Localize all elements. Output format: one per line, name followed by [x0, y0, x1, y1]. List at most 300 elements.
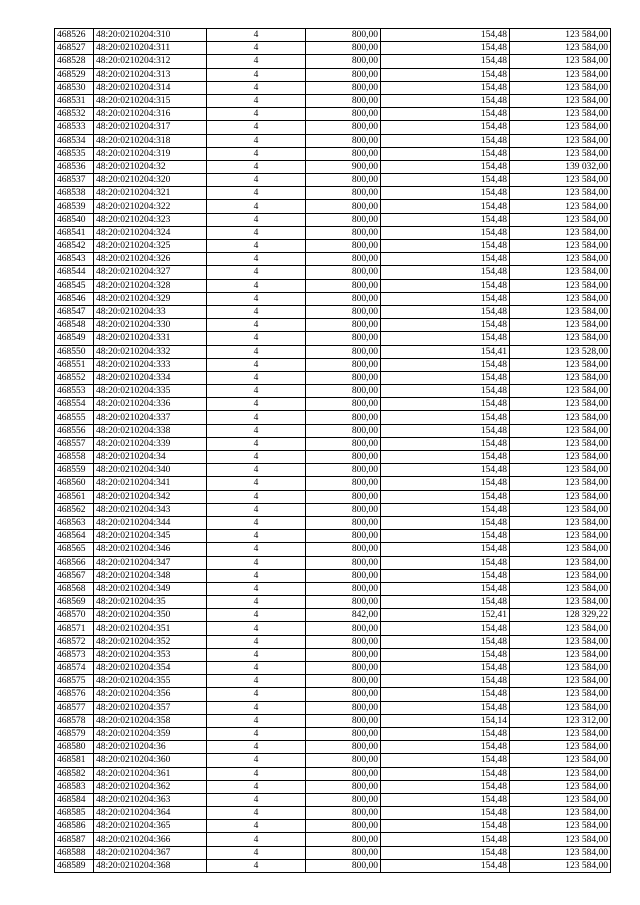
cadastral-number-cell: 48:20:0210204:354 [94, 662, 207, 675]
specific-value-cell: 154,48 [381, 622, 510, 635]
group-cell: 4 [207, 833, 306, 846]
specific-value-cell: 154,48 [381, 464, 510, 477]
cadastral-value-cell: 123 584,00 [510, 793, 611, 806]
cadastral-number-cell: 48:20:0210204:345 [94, 530, 207, 543]
row-number-cell: 468554 [55, 398, 94, 411]
cadastral-number-cell: 48:20:0210204:338 [94, 424, 207, 437]
specific-value-cell: 154,48 [381, 332, 510, 345]
cadastral-value-table [54, 28, 611, 873]
specific-value-cell: 154,48 [381, 727, 510, 740]
group-cell: 4 [207, 846, 306, 859]
table-row [55, 108, 611, 121]
specific-value-cell: 154,48 [381, 187, 510, 200]
area-cell: 800,00 [306, 81, 381, 94]
cadastral-value-cell: 123 584,00 [510, 846, 611, 859]
area-cell: 800,00 [306, 807, 381, 820]
cadastral-number-cell: 48:20:0210204:348 [94, 569, 207, 582]
area-cell: 800,00 [306, 714, 381, 727]
table-row [55, 213, 611, 226]
specific-value-cell: 154,48 [381, 55, 510, 68]
cadastral-number-cell: 48:20:0210204:311 [94, 42, 207, 55]
row-number-cell: 468532 [55, 108, 94, 121]
cadastral-number-cell: 48:20:0210204:312 [94, 55, 207, 68]
specific-value-cell: 154,48 [381, 648, 510, 661]
row-number-cell: 468565 [55, 543, 94, 556]
row-number-cell: 468546 [55, 292, 94, 305]
group-cell: 4 [207, 385, 306, 398]
area-cell: 800,00 [306, 727, 381, 740]
table-row [55, 701, 611, 714]
area-cell: 800,00 [306, 200, 381, 213]
table-row [55, 859, 611, 872]
specific-value-cell: 154,48 [381, 859, 510, 872]
area-cell: 800,00 [306, 846, 381, 859]
table-row [55, 556, 611, 569]
specific-value-cell: 154,48 [381, 68, 510, 81]
group-cell: 4 [207, 464, 306, 477]
group-cell: 4 [207, 741, 306, 754]
area-cell: 800,00 [306, 68, 381, 81]
cadastral-number-cell: 48:20:0210204:332 [94, 345, 207, 358]
specific-value-cell: 154,48 [381, 240, 510, 253]
cadastral-number-cell: 48:20:0210204:323 [94, 213, 207, 226]
cadastral-value-cell: 123 584,00 [510, 147, 611, 160]
row-number-cell: 468583 [55, 780, 94, 793]
cadastral-value-cell: 123 584,00 [510, 490, 611, 503]
group-cell: 4 [207, 55, 306, 68]
cadastral-value-cell: 123 584,00 [510, 319, 611, 332]
row-number-cell: 468566 [55, 556, 94, 569]
table-row [55, 622, 611, 635]
group-cell: 4 [207, 727, 306, 740]
group-cell: 4 [207, 596, 306, 609]
table-row [55, 398, 611, 411]
area-cell: 800,00 [306, 94, 381, 107]
table-row [55, 582, 611, 595]
group-cell: 4 [207, 226, 306, 239]
specific-value-cell: 154,48 [381, 292, 510, 305]
specific-value-cell: 154,48 [381, 596, 510, 609]
specific-value-cell: 154,48 [381, 398, 510, 411]
area-cell: 842,00 [306, 609, 381, 622]
table-row [55, 675, 611, 688]
cadastral-value-cell: 123 584,00 [510, 741, 611, 754]
specific-value-cell: 154,48 [381, 319, 510, 332]
table-row [55, 503, 611, 516]
group-cell: 4 [207, 609, 306, 622]
cadastral-value-cell: 123 584,00 [510, 675, 611, 688]
cadastral-number-cell: 48:20:0210204:349 [94, 582, 207, 595]
row-number-cell: 468534 [55, 134, 94, 147]
area-cell: 800,00 [306, 569, 381, 582]
group-cell: 4 [207, 490, 306, 503]
cadastral-value-cell: 123 584,00 [510, 240, 611, 253]
group-cell: 4 [207, 780, 306, 793]
table-row [55, 543, 611, 556]
row-number-cell: 468530 [55, 81, 94, 94]
cadastral-value-cell: 123 584,00 [510, 622, 611, 635]
row-number-cell: 468541 [55, 226, 94, 239]
cadastral-number-cell: 48:20:0210204:327 [94, 266, 207, 279]
table-row [55, 187, 611, 200]
cadastral-value-cell: 123 584,00 [510, 424, 611, 437]
cadastral-number-cell: 48:20:0210204:340 [94, 464, 207, 477]
area-cell: 800,00 [306, 582, 381, 595]
cadastral-value-cell: 123 584,00 [510, 437, 611, 450]
table-row [55, 793, 611, 806]
specific-value-cell: 154,48 [381, 701, 510, 714]
cadastral-value-cell: 123 584,00 [510, 859, 611, 872]
group-cell: 4 [207, 68, 306, 81]
cadastral-value-cell: 123 584,00 [510, 596, 611, 609]
table-row [55, 635, 611, 648]
cadastral-value-cell: 123 584,00 [510, 332, 611, 345]
row-number-cell: 468563 [55, 516, 94, 529]
table-row [55, 437, 611, 450]
group-cell: 4 [207, 767, 306, 780]
row-number-cell: 468589 [55, 859, 94, 872]
table-row [55, 464, 611, 477]
cadastral-number-cell: 48:20:0210204:321 [94, 187, 207, 200]
group-cell: 4 [207, 332, 306, 345]
cadastral-number-cell: 48:20:0210204:315 [94, 94, 207, 107]
row-number-cell: 468562 [55, 503, 94, 516]
specific-value-cell: 154,48 [381, 424, 510, 437]
table-row [55, 319, 611, 332]
specific-value-cell: 152,41 [381, 609, 510, 622]
specific-value-cell: 154,14 [381, 714, 510, 727]
cadastral-number-cell: 48:20:0210204:326 [94, 253, 207, 266]
area-cell: 800,00 [306, 820, 381, 833]
group-cell: 4 [207, 292, 306, 305]
specific-value-cell: 154,48 [381, 490, 510, 503]
area-cell: 800,00 [306, 226, 381, 239]
table-row [55, 371, 611, 384]
table-row [55, 714, 611, 727]
cadastral-value-cell: 123 584,00 [510, 727, 611, 740]
cadastral-value-cell: 123 584,00 [510, 543, 611, 556]
row-number-cell: 468582 [55, 767, 94, 780]
cadastral-value-cell: 123 584,00 [510, 226, 611, 239]
table-row [55, 662, 611, 675]
row-number-cell: 468579 [55, 727, 94, 740]
cadastral-number-cell: 48:20:0210204:350 [94, 609, 207, 622]
cadastral-value-cell: 123 584,00 [510, 833, 611, 846]
table-row [55, 846, 611, 859]
row-number-cell: 468568 [55, 582, 94, 595]
specific-value-cell: 154,48 [381, 226, 510, 239]
specific-value-cell: 154,48 [381, 635, 510, 648]
group-cell: 4 [207, 279, 306, 292]
cadastral-number-cell: 48:20:0210204:363 [94, 793, 207, 806]
group-cell: 4 [207, 240, 306, 253]
cadastral-number-cell: 48:20:0210204:32 [94, 160, 207, 173]
row-number-cell: 468572 [55, 635, 94, 648]
area-cell: 800,00 [306, 596, 381, 609]
cadastral-number-cell: 48:20:0210204:334 [94, 371, 207, 384]
row-number-cell: 468552 [55, 371, 94, 384]
row-number-cell: 468542 [55, 240, 94, 253]
area-cell: 800,00 [306, 424, 381, 437]
area-cell: 800,00 [306, 279, 381, 292]
group-cell: 4 [207, 371, 306, 384]
row-number-cell: 468560 [55, 477, 94, 490]
row-number-cell: 468569 [55, 596, 94, 609]
cadastral-value-cell: 123 584,00 [510, 68, 611, 81]
area-cell: 800,00 [306, 305, 381, 318]
group-cell: 4 [207, 530, 306, 543]
row-number-cell: 468576 [55, 688, 94, 701]
cadastral-number-cell: 48:20:0210204:313 [94, 68, 207, 81]
row-number-cell: 468544 [55, 266, 94, 279]
table-row [55, 727, 611, 740]
cadastral-value-cell: 123 528,00 [510, 345, 611, 358]
specific-value-cell: 154,41 [381, 345, 510, 358]
row-number-cell: 468581 [55, 754, 94, 767]
row-number-cell: 468580 [55, 741, 94, 754]
specific-value-cell: 154,48 [381, 516, 510, 529]
cadastral-number-cell: 48:20:0210204:316 [94, 108, 207, 121]
specific-value-cell: 154,48 [381, 29, 510, 42]
area-cell: 800,00 [306, 793, 381, 806]
area-cell: 800,00 [306, 503, 381, 516]
group-cell: 4 [207, 714, 306, 727]
cadastral-number-cell: 48:20:0210204:317 [94, 121, 207, 134]
group-cell: 4 [207, 793, 306, 806]
cadastral-value-cell: 123 584,00 [510, 108, 611, 121]
cadastral-value-cell: 123 584,00 [510, 635, 611, 648]
cadastral-value-cell: 123 584,00 [510, 174, 611, 187]
area-cell: 800,00 [306, 437, 381, 450]
specific-value-cell: 154,48 [381, 833, 510, 846]
specific-value-cell: 154,48 [381, 754, 510, 767]
table-row [55, 174, 611, 187]
cadastral-number-cell: 48:20:0210204:319 [94, 147, 207, 160]
cadastral-value-cell: 123 584,00 [510, 121, 611, 134]
table-row [55, 160, 611, 173]
area-cell: 800,00 [306, 174, 381, 187]
specific-value-cell: 154,48 [381, 253, 510, 266]
table-row [55, 345, 611, 358]
table-row [55, 29, 611, 42]
area-cell: 800,00 [306, 398, 381, 411]
table-row [55, 596, 611, 609]
group-cell: 4 [207, 94, 306, 107]
cadastral-value-cell: 123 584,00 [510, 29, 611, 42]
group-cell: 4 [207, 451, 306, 464]
group-cell: 4 [207, 503, 306, 516]
specific-value-cell: 154,48 [381, 530, 510, 543]
area-cell: 800,00 [306, 253, 381, 266]
specific-value-cell: 154,48 [381, 688, 510, 701]
group-cell: 4 [207, 160, 306, 173]
cadastral-value-cell: 123 584,00 [510, 767, 611, 780]
specific-value-cell: 154,48 [381, 582, 510, 595]
cadastral-value-cell: 123 584,00 [510, 292, 611, 305]
row-number-cell: 468528 [55, 55, 94, 68]
table-row [55, 807, 611, 820]
row-number-cell: 468549 [55, 332, 94, 345]
cadastral-value-cell: 123 584,00 [510, 213, 611, 226]
table-row [55, 609, 611, 622]
group-cell: 4 [207, 675, 306, 688]
specific-value-cell: 154,48 [381, 305, 510, 318]
cadastral-value-cell: 123 584,00 [510, 187, 611, 200]
group-cell: 4 [207, 688, 306, 701]
row-number-cell: 468551 [55, 358, 94, 371]
row-number-cell: 468538 [55, 187, 94, 200]
specific-value-cell: 154,48 [381, 780, 510, 793]
area-cell: 800,00 [306, 213, 381, 226]
cadastral-value-cell: 123 312,00 [510, 714, 611, 727]
row-number-cell: 468547 [55, 305, 94, 318]
specific-value-cell: 154,48 [381, 503, 510, 516]
group-cell: 4 [207, 398, 306, 411]
row-number-cell: 468535 [55, 147, 94, 160]
cadastral-number-cell: 48:20:0210204:344 [94, 516, 207, 529]
table-row [55, 94, 611, 107]
group-cell: 4 [207, 582, 306, 595]
row-number-cell: 468536 [55, 160, 94, 173]
area-cell: 800,00 [306, 345, 381, 358]
area-cell: 800,00 [306, 464, 381, 477]
cadastral-value-cell: 123 584,00 [510, 648, 611, 661]
cadastral-number-cell: 48:20:0210204:362 [94, 780, 207, 793]
cadastral-number-cell: 48:20:0210204:365 [94, 820, 207, 833]
cadastral-number-cell: 48:20:0210204:329 [94, 292, 207, 305]
group-cell: 4 [207, 411, 306, 424]
cadastral-value-cell: 123 584,00 [510, 411, 611, 424]
table-row [55, 42, 611, 55]
area-cell: 800,00 [306, 134, 381, 147]
specific-value-cell: 154,48 [381, 81, 510, 94]
cadastral-value-cell: 123 584,00 [510, 398, 611, 411]
area-cell: 800,00 [306, 767, 381, 780]
specific-value-cell: 154,48 [381, 279, 510, 292]
area-cell: 800,00 [306, 411, 381, 424]
area-cell: 800,00 [306, 371, 381, 384]
cadastral-number-cell: 48:20:0210204:330 [94, 319, 207, 332]
specific-value-cell: 154,48 [381, 477, 510, 490]
cadastral-value-cell: 123 584,00 [510, 503, 611, 516]
table-row [55, 688, 611, 701]
cadastral-value-cell: 123 584,00 [510, 477, 611, 490]
row-number-cell: 468578 [55, 714, 94, 727]
cadastral-number-cell: 48:20:0210204:314 [94, 81, 207, 94]
cadastral-value-cell: 123 584,00 [510, 385, 611, 398]
area-cell: 800,00 [306, 108, 381, 121]
area-cell: 800,00 [306, 55, 381, 68]
cadastral-number-cell: 48:20:0210204:356 [94, 688, 207, 701]
cadastral-number-cell: 48:20:0210204:353 [94, 648, 207, 661]
table-row [55, 754, 611, 767]
group-cell: 4 [207, 635, 306, 648]
table-row [55, 424, 611, 437]
table-body [55, 29, 611, 873]
cadastral-value-cell: 123 584,00 [510, 55, 611, 68]
row-number-cell: 468559 [55, 464, 94, 477]
area-cell: 800,00 [306, 477, 381, 490]
group-cell: 4 [207, 622, 306, 635]
cadastral-value-cell: 123 584,00 [510, 582, 611, 595]
area-cell: 800,00 [306, 622, 381, 635]
area-cell: 800,00 [306, 741, 381, 754]
table-row [55, 200, 611, 213]
group-cell: 4 [207, 187, 306, 200]
cadastral-value-cell: 123 584,00 [510, 266, 611, 279]
area-cell: 800,00 [306, 319, 381, 332]
group-cell: 4 [207, 345, 306, 358]
row-number-cell: 468561 [55, 490, 94, 503]
group-cell: 4 [207, 569, 306, 582]
group-cell: 4 [207, 437, 306, 450]
row-number-cell: 468533 [55, 121, 94, 134]
cadastral-number-cell: 48:20:0210204:333 [94, 358, 207, 371]
row-number-cell: 468567 [55, 569, 94, 582]
row-number-cell: 468539 [55, 200, 94, 213]
row-number-cell: 468577 [55, 701, 94, 714]
row-number-cell: 468556 [55, 424, 94, 437]
specific-value-cell: 154,48 [381, 451, 510, 464]
row-number-cell: 468570 [55, 609, 94, 622]
specific-value-cell: 154,48 [381, 767, 510, 780]
table-row [55, 530, 611, 543]
cadastral-number-cell: 48:20:0210204:352 [94, 635, 207, 648]
area-cell: 800,00 [306, 556, 381, 569]
area-cell: 800,00 [306, 42, 381, 55]
group-cell: 4 [207, 200, 306, 213]
cadastral-number-cell: 48:20:0210204:318 [94, 134, 207, 147]
specific-value-cell: 154,48 [381, 358, 510, 371]
cadastral-number-cell: 48:20:0210204:364 [94, 807, 207, 820]
area-cell: 800,00 [306, 754, 381, 767]
cadastral-value-cell: 123 584,00 [510, 688, 611, 701]
row-number-cell: 468573 [55, 648, 94, 661]
cadastral-number-cell: 48:20:0210204:325 [94, 240, 207, 253]
table-row [55, 147, 611, 160]
specific-value-cell: 154,48 [381, 134, 510, 147]
area-cell: 800,00 [306, 358, 381, 371]
group-cell: 4 [207, 424, 306, 437]
area-cell: 800,00 [306, 451, 381, 464]
row-number-cell: 468586 [55, 820, 94, 833]
area-cell: 800,00 [306, 859, 381, 872]
area-cell: 800,00 [306, 543, 381, 556]
group-cell: 4 [207, 648, 306, 661]
group-cell: 4 [207, 147, 306, 160]
specific-value-cell: 154,48 [381, 174, 510, 187]
group-cell: 4 [207, 662, 306, 675]
cadastral-number-cell: 48:20:0210204:35 [94, 596, 207, 609]
area-cell: 800,00 [306, 516, 381, 529]
specific-value-cell: 154,48 [381, 437, 510, 450]
cadastral-value-cell: 123 584,00 [510, 94, 611, 107]
cadastral-number-cell: 48:20:0210204:310 [94, 29, 207, 42]
row-number-cell: 468537 [55, 174, 94, 187]
specific-value-cell: 154,48 [381, 371, 510, 384]
row-number-cell: 468526 [55, 29, 94, 42]
group-cell: 4 [207, 266, 306, 279]
cadastral-number-cell: 48:20:0210204:335 [94, 385, 207, 398]
group-cell: 4 [207, 820, 306, 833]
group-cell: 4 [207, 108, 306, 121]
specific-value-cell: 154,48 [381, 556, 510, 569]
cadastral-number-cell: 48:20:0210204:33 [94, 305, 207, 318]
table-row [55, 833, 611, 846]
group-cell: 4 [207, 477, 306, 490]
specific-value-cell: 154,48 [381, 94, 510, 107]
cadastral-value-cell: 123 584,00 [510, 820, 611, 833]
